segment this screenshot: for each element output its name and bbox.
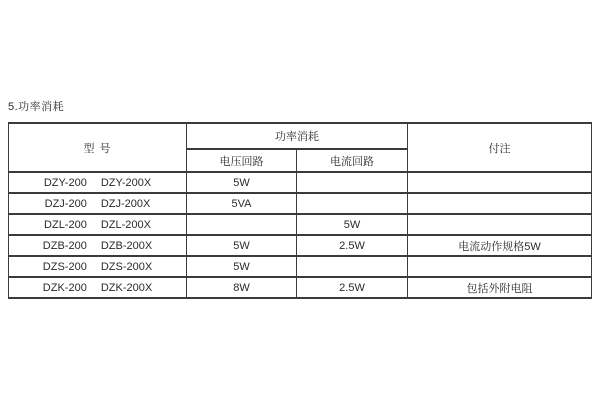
cell-model [9, 277, 187, 298]
table-row [9, 277, 592, 298]
cell-note [408, 172, 592, 193]
cell-current: 5W [297, 214, 408, 235]
header-voltage-circuit: 电压回路 [187, 149, 297, 172]
header-power-group: 功率消耗 [187, 123, 408, 149]
model-standard: DZK-200 [42, 281, 87, 294]
model-x-variant: DZJ-200X [100, 197, 151, 210]
cell-note [408, 193, 592, 214]
model-standard: DZS-200 [42, 260, 87, 273]
cell-current [297, 256, 408, 277]
cell-voltage: 5W [187, 172, 297, 193]
cell-current [297, 172, 408, 193]
cell-current [297, 193, 408, 214]
cell-voltage: 5VA [187, 193, 297, 214]
cell-model [9, 256, 187, 277]
model-x-variant: DZY-200X [100, 176, 152, 189]
cell-model [9, 172, 187, 193]
cell-note [408, 256, 592, 277]
model-standard: DZJ-200 [44, 197, 87, 210]
section-heading: 5.功率消耗 [8, 101, 65, 113]
cell-current: 2.5W [297, 235, 408, 256]
model-standard: DZL-200 [44, 218, 87, 231]
header-current-circuit: 电流回路 [297, 149, 408, 172]
cell-voltage: 8W [187, 277, 297, 298]
table-row [9, 214, 592, 235]
power-consumption-table [8, 122, 592, 299]
cell-voltage: 5W [187, 235, 297, 256]
model-standard: DZB-200 [42, 239, 87, 252]
model-x-variant: DZS-200X [100, 260, 153, 273]
table-row [9, 193, 592, 214]
cell-model [9, 235, 187, 256]
cell-voltage: 5W [187, 256, 297, 277]
cell-model [9, 193, 187, 214]
cell-voltage [187, 214, 297, 235]
cell-note [408, 214, 592, 235]
model-x-variant: DZL-200X [100, 218, 151, 231]
cell-note: 包括外附电阻 [408, 277, 592, 298]
header-notes: 付注 [408, 123, 592, 172]
header-model: 型 号 [9, 123, 187, 172]
model-x-variant: DZB-200X [100, 239, 153, 252]
model-x-variant: DZK-200X [100, 281, 153, 294]
table-row [9, 256, 592, 277]
cell-note: 电流动作规格5W [408, 235, 592, 256]
model-standard: DZY-200 [43, 176, 87, 189]
cell-model [9, 214, 187, 235]
table-row [9, 235, 592, 256]
cell-current: 2.5W [297, 277, 408, 298]
header-row-top [9, 123, 592, 149]
table-row [9, 172, 592, 193]
